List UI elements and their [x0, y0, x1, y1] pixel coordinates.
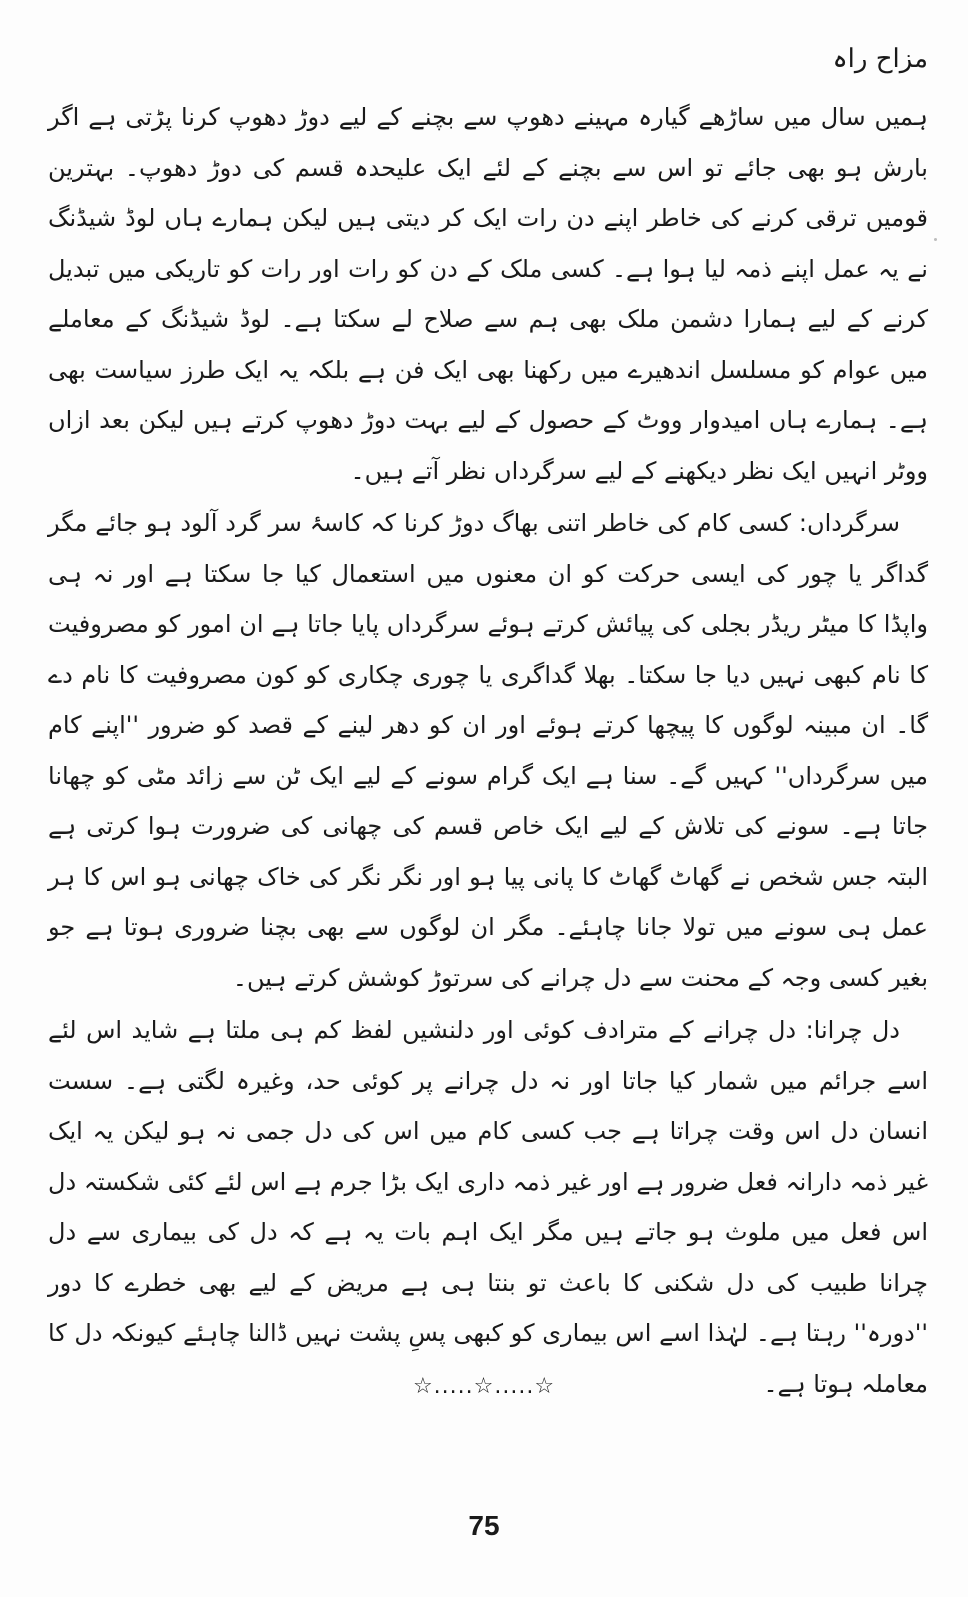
margin-speck [934, 238, 937, 241]
paragraph-2: سرگرداں: کسی کام کی خاطر اتنی بھاگ دوڑ کرنا کہ کاسۂ سر گرد آلود ہو جائے مگر گداگر یا چور کی ایسی حرکت کو ان معنوں میں استعمال کیا جا سکتا ہے اور نہ ہی واپڈا کا میٹر ریڈر بجلی کی پیائش کرتے ہوئے سرگرداں پایا جاتا ہے ان امور کو مصروفیت کا نام کبھی نہیں دیا جا سکتا۔ بھلا گداگری یا چوری چکاری کو کون مصروفیت کا نام دے گا۔ ان مبینہ لوگوں کا پیچھا کرتے ہوئے اور ان کو دھر لینے کے قصد کو ضرور ''اپنے کام میں سرگرداں'' کہیں گے۔ سنا ہے ایک گرام سونے کے لیے ایک ٹن سے زائد مٹی کو چھانا جاتا ہے۔ سونے کی تلاش کے لیے ایک خاص قسم کی چھانی کی ضرورت ہوا کرتی ہے البتہ جس شخص نے گھاٹ گھاٹ کا پانی پیا ہو اور نگر نگر کی خاک چھانی ہو اس کا ہر عمل ہی سونے میں تولا جانا چاہئے۔ مگر ان لوگوں سے بھی بچنا ضروری ہوتا ہے جو بغیر کسی وجہ کے محنت سے دل چرانے کی سرتوڑ کوشش کرتے ہیں۔ [48, 509, 928, 992]
paragraph-3: دل چرانا: دل چرانے کے مترادف کوئی اور دلنشیں لفظ کم ہی ملتا ہے شاید اس لئے اسے جرائم میں شمار کیا جاتا اور نہ دل چرانے پر کوئی حد، وغیرہ لگتی ہے۔ سست انسان دل اس وقت چراتا ہے جب کسی کام میں اس کی دل جمی نہ ہو لیکن یہ ایک غیر ذمہ دارانہ فعل ضرور ہے اور غیر ذمہ داری ایک بڑا جرم ہے اس لئے کئی شکستہ دل اس فعل میں ملوث ہو جاتے ہیں مگر ایک اہم بات یہ ہے کہ دل کی بیماری سے دل چرانا طبیب کی دل شکنی کا باعث تو بنتا ہی ہے مریض کے لیے بھی خطرے کا دور ''دورہ'' رہتا ہے۔ لہٰذا اسے اس بیماری کو کبھی پسِ پشت نہیں ڈالنا چاہئے کیونکہ دل کا معاملہ ہوتا ہے۔ [48, 1016, 928, 1398]
running-header: مزاح راہ [832, 44, 928, 74]
paragraph-1: ہمیں سال میں ساڑھے گیارہ مہینے دھوپ سے بچنے کے لیے دوڑ دھوپ کرنا پڑتی ہے اگر بارش ہو بھی جائے تو اس سے بچنے کے لئے ایک علیحدہ قسم کی دوڑ دھوپ۔ بہترین قومیں ترقی کرنے کی خاطر اپنے دن رات ایک کر دیتی ہیں لیکن ہمارے ہاں لوڈ شیڈنگ نے یہ عمل اپنے ذمہ لیا ہوا ہے۔ کسی ملک کے دن کو رات اور رات کو تاریکی میں تبدیل کرنے کے لیے ہمارا دشمن ملک بھی ہم سے صلاح لے سکتا ہے۔ لوڈ شیڈنگ کے معاملے میں عوام کو مسلسل اندھیرے میں رکھنا بھی ایک فن ہے بلکہ یہ ایک طرز سیاست بھی ہے۔ ہمارے ہاں امیدوار ووٹ کے حصول کے لیے بہت دوڑ دھوپ کرتے ہیں لیکن بعد ازاں ووٹر انہیں ایک نظر دیکھنے کے لیے سرگرداں نظر آتے ہیں۔ [48, 103, 928, 485]
section-end-ornament: ☆.....☆.....☆ [412, 1374, 556, 1399]
body-text [48, 92, 928, 1409]
page-number: 75 [468, 1510, 500, 1541]
